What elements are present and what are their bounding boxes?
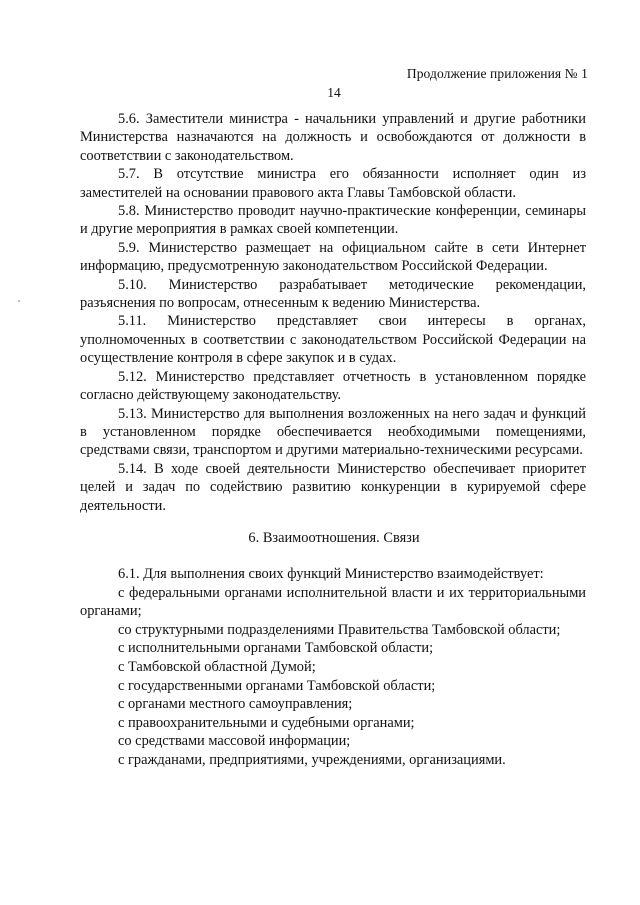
- paragraph-5-8: 5.8. Министерство проводит научно-практические конференции, семинары и другие мероприятия в рамках своей компетенции.: [80, 203, 586, 238]
- list-item: с правоохранительными и судебными органами;: [118, 714, 415, 731]
- list-item: с государственными органами Тамбовской области;: [118, 677, 436, 694]
- list-item: со структурными подразделениями Правительства Тамбовской области;: [118, 621, 561, 638]
- paragraph-5-9: 5.9. Министерство размещает на официальном сайте в сети Интернет информацию, предусмотренную законодательством Российской Федерации.: [80, 239, 586, 275]
- list-item: с федеральными органами исполнительной власти и их территориальными органами;: [80, 584, 586, 620]
- list-item: со средствами массовой информации;: [118, 733, 351, 750]
- section6-body: [80, 565, 586, 770]
- list-item: с гражданами, предприятиями, учреждениями, организациями.: [118, 751, 506, 768]
- paragraph-5-14: 5.14. В ходе своей деятельности Министерство обеспечивает приоритет целей и задач по содействию развитию конкуренции в курируемой сфере деятельности.: [80, 460, 586, 514]
- list-item: с Тамбовской областной Думой;: [118, 658, 316, 675]
- appendix-continuation-header: Продолжение приложения № 1: [406, 66, 588, 81]
- paragraph-5-12: 5.12. Министерство представляет отчетность в установленном порядке согласно действующему законодательству.: [80, 368, 586, 404]
- paragraph-6-1: 6.1. Для выполнения своих функций Министерство взаимодействует:: [118, 566, 544, 582]
- page-number: 14: [327, 85, 341, 100]
- scan-speck: [18, 300, 20, 302]
- paragraph-5-13: 5.13. Министерство для выполнения возложенных на него задач и функций в установленном порядке обеспечивается необходимыми помещениями, средствами связи, транспортом и другими материально-техническими ресурсами.: [80, 405, 586, 459]
- list-item: с исполнительными органами Тамбовской области;: [118, 640, 434, 657]
- list-item: с органами местного самоуправления;: [118, 696, 353, 713]
- paragraph-5-11: 5.11. Министерство представляет свои интересы в органах, уполномоченных в соответствии с законодательством Российской Федерации на осуществление контроля в сфере закупок и в судах.: [80, 313, 586, 367]
- paragraph-5-10: 5.10. Министерство разрабатывает методические рекомендации, разъяснения по вопросам, отнесенным к ведению Министерства.: [80, 276, 586, 312]
- section5-body: [80, 110, 586, 515]
- paragraph-5-7: 5.7. В отсутствие министра его обязанности исполняет один из заместителей на основании правового акта Главы Тамбовской области.: [80, 166, 586, 201]
- paragraph-5-6: 5.6. Заместители министра - начальники управлений и другие работники Министерства назначаются на должность и освобождаются от должности в соответствии с законодательством.: [80, 111, 586, 164]
- section-6-title: 6. Взаимоотношения. Связи: [248, 530, 420, 546]
